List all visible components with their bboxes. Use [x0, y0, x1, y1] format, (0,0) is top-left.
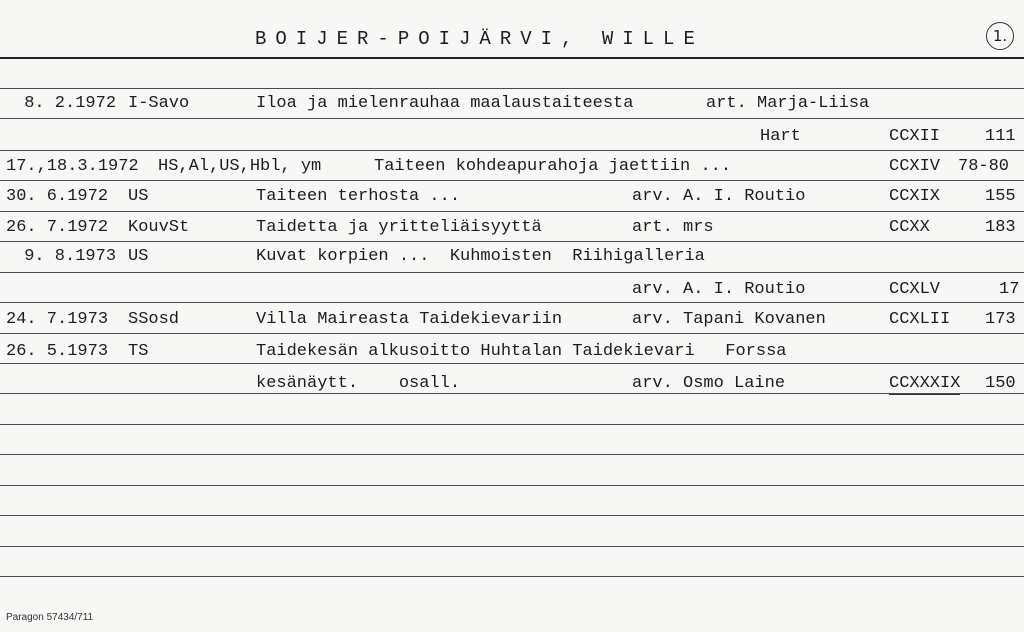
rule-line [0, 454, 1024, 455]
entry-date: 26. 5.1973 [6, 342, 109, 361]
entry-date: 8. 2.1972 [14, 94, 117, 113]
entry-date: 26. 7.1972 [6, 218, 109, 237]
entry-title: Taiteen terhosta ... [256, 187, 461, 206]
entry-date: 30. 6.1972 [6, 187, 109, 206]
rule-line [0, 272, 1024, 273]
card-footer-print: Paragon 57434/711 [6, 612, 94, 623]
entry-title: Villa Maireasta Taidekievariin [256, 310, 563, 329]
entry-page: 78-80 [958, 157, 1010, 176]
entry-author: arv. Osmo Laine [632, 374, 786, 393]
entry-volume: CCXIV [889, 157, 941, 176]
entry-source: US [128, 247, 149, 266]
entry-title: Kuvat korpien ... Kuhmoisten Riihigalleria [256, 247, 705, 266]
entry-volume: CCXLV [889, 280, 941, 299]
entry-title: Taiteen kohdeapurahoja jaettiin ... [374, 157, 732, 176]
entry-page: 183 [985, 218, 1016, 237]
entry-volume: CCXXXIX [889, 374, 961, 393]
entry-volume: CCXX [889, 218, 930, 237]
rule-line [0, 180, 1024, 181]
entry-author: art. Marja-Liisa [706, 94, 870, 113]
rule-line [0, 302, 1024, 303]
entry-page: 17 [999, 280, 1020, 299]
rule-line [0, 576, 1024, 577]
entry-title: Iloa ja mielenrauhaa maalaustaiteesta [256, 94, 634, 113]
rule-line [0, 515, 1024, 516]
entry-page: 155 [985, 187, 1016, 206]
card-title: BOIJER-POIJÄRVI, WILLE [255, 28, 704, 50]
entry-page: 150 [985, 374, 1016, 393]
entry-title: Taidetta ja yritteliäisyyttä [256, 218, 542, 237]
rule-line [0, 57, 1024, 59]
entry-source: I-Savo [128, 94, 190, 113]
entry-source: KouvSt [128, 218, 190, 237]
entry-author: art. mrs [632, 218, 714, 237]
card-number: 1. [986, 22, 1014, 50]
entry-volume: CCXII [889, 127, 941, 146]
rule-line [0, 393, 1024, 394]
rule-line [0, 333, 1024, 334]
entry-volume: CCXLII [889, 310, 951, 329]
entry-source: HS,Al,US,Hbl, ym [158, 157, 322, 176]
rule-line [0, 546, 1024, 547]
entry-date: 24. 7.1973 [6, 310, 109, 329]
rule-line [0, 88, 1024, 89]
entry-source: US [128, 187, 149, 206]
rule-line [0, 118, 1024, 119]
entry-author: Hart [760, 127, 801, 146]
rule-line [0, 424, 1024, 425]
entry-author: arv. A. I. Routio [632, 280, 806, 299]
entry-title: Taidekesän alkusoitto Huhtalan Taidekievari Forssa [256, 342, 787, 361]
entry-date: 17.,18.3.1972 [6, 157, 139, 176]
entry-page: 173 [985, 310, 1016, 329]
entry-author: arv. Tapani Kovanen [632, 310, 826, 329]
rule-line [0, 363, 1024, 364]
entry-page: 111 [985, 127, 1016, 146]
rule-line [0, 211, 1024, 212]
entry-source: TS [128, 342, 149, 361]
entry-volume: CCXIX [889, 187, 941, 206]
rule-line [0, 241, 1024, 242]
entry-author: arv. A. I. Routio [632, 187, 806, 206]
rule-line [0, 485, 1024, 486]
entry-date: 9. 8.1973 [14, 247, 117, 266]
entry-title: kesänäytt. osall. [256, 374, 461, 393]
rule-line [0, 150, 1024, 151]
entry-source: SSosd [128, 310, 180, 329]
